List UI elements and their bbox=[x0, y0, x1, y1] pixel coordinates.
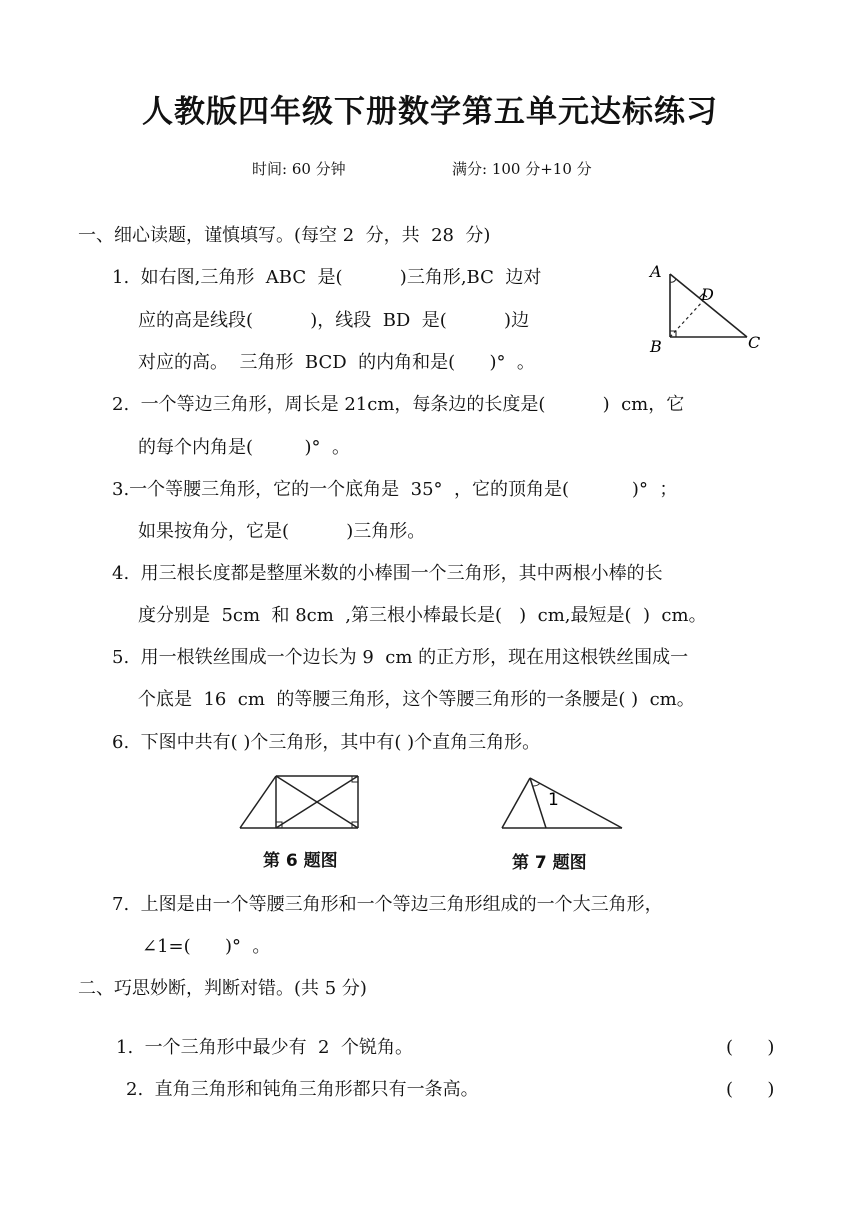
q2-line2: 的每个内角是( )° 。 bbox=[138, 437, 350, 458]
triangle-abc-figure bbox=[640, 258, 770, 358]
q5-line1: 5. 用一根铁丝围成一个边长为 9 cm 的正方形，现在用这根铁丝围成一 bbox=[112, 647, 689, 668]
q6-line: 6. 下图中共有( )个三角形，其中有( )个直角三角形。 bbox=[112, 732, 541, 753]
q4-line2: 度分别是 5cm 和 8cm ,第三根小棒最长是( ) cm,最短是( ) cm。 bbox=[138, 605, 707, 626]
label-a: A bbox=[650, 262, 662, 281]
judge-item-1-blank[interactable]: ( ) bbox=[726, 1037, 775, 1058]
figure-7-caption: 第 7 题图 bbox=[512, 853, 587, 873]
page-title: 人教版四年级下册数学第五单元达标练习 bbox=[142, 94, 718, 130]
label-d: D bbox=[701, 285, 714, 304]
exam-score: 满分: 100 分+10 分 bbox=[452, 160, 592, 178]
q1-line2: 应的高是线段( )，线段 BD 是( )边 bbox=[138, 310, 530, 331]
judge-item-2-blank[interactable]: ( ) bbox=[726, 1079, 775, 1100]
q5-line2: 个底是 16 cm 的等腰三角形，这个等腰三角形的一条腰是( ) cm。 bbox=[138, 689, 695, 710]
exam-time: 时间: 60 分钟 bbox=[252, 160, 346, 178]
judge-item-1: 1. 一个三角形中最少有 2 个锐角。 bbox=[116, 1037, 413, 1058]
q7-line2: ∠1=( )° 。 bbox=[142, 936, 271, 957]
section1-heading: 一、细心读题，谨慎填写。(每空 2 分，共 28 分) bbox=[78, 225, 491, 246]
q2-line1: 2. 一个等边三角形，周长是 21cm，每条边的长度是( ) cm，它 bbox=[112, 394, 685, 415]
section2-heading: 二、巧思妙断，判断对错。(共 5 分) bbox=[78, 978, 367, 999]
q4-line1: 4. 用三根长度都是整厘米数的小棒围一个三角形，其中两根小棒的长 bbox=[112, 563, 663, 584]
q3-line2: 如果按角分，它是( )三角形。 bbox=[138, 521, 426, 542]
angle-1-label: 1 bbox=[548, 790, 559, 810]
q7-line1: 7. 上图是由一个等腰三角形和一个等边三角形组成的一个大三角形， bbox=[112, 894, 663, 915]
q3-line1: 3.一个等腰三角形，它的一个底角是 35° ，它的顶角是( )° ； bbox=[112, 479, 678, 500]
figure-7 bbox=[498, 772, 628, 834]
label-c: C bbox=[748, 333, 761, 352]
figure-6 bbox=[236, 772, 366, 834]
label-b: B bbox=[650, 337, 662, 356]
judge-item-2: 2. 直角三角形和钝角三角形都只有一条高。 bbox=[126, 1079, 479, 1100]
q1-line1: 1. 如右图,三角形 ABC 是( )三角形,BC 边对 bbox=[112, 267, 542, 288]
q1-line3: 对应的高。 三角形 BCD 的内角和是( )° 。 bbox=[138, 352, 535, 373]
figure-6-caption: 第 6 题图 bbox=[263, 851, 338, 871]
